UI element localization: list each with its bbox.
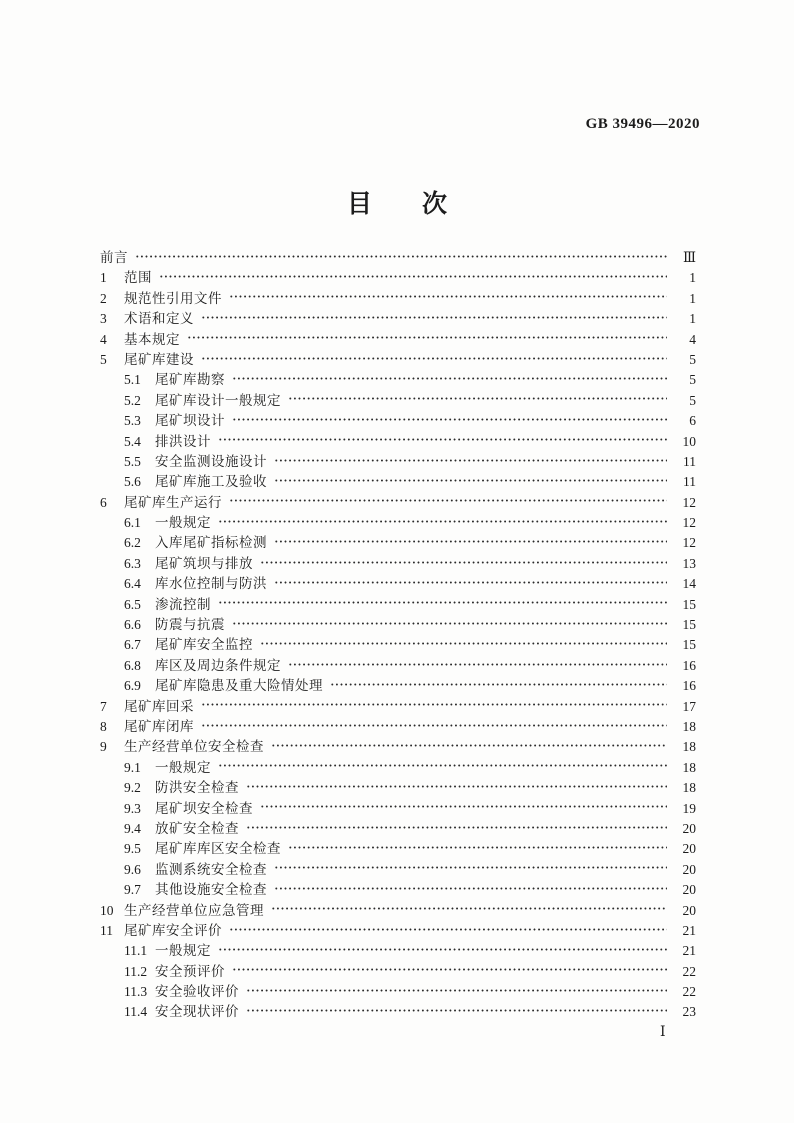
toc-entry-title: 生产经营单位安全检查 [124,739,264,755]
toc-entry [100,287,696,307]
toc-entry-title: 防震与抗震 [155,617,225,633]
toc-entry [100,858,696,878]
toc-entry-number: 6 [100,494,107,510]
dot-leader [232,963,667,976]
dot-leader [218,759,667,772]
toc-entry-page: 20 [682,820,696,836]
toc-entry-title: 尾矿库闭库 [124,718,194,734]
toc-entry [100,368,696,388]
toc-entry-number: 2 [100,290,107,306]
toc-entry-number: 5.6 [124,474,141,490]
dot-leader [229,923,667,936]
toc-entry-title: 尾矿库安全评价 [124,922,222,938]
toc-entry-title: 尾矿坝安全检查 [155,800,253,816]
toc-entry-number: 9.5 [124,841,141,857]
toc-entry-title: 术语和定义 [124,311,194,327]
toc-entry-page: 20 [682,861,696,877]
toc-entry-number: 6.2 [124,535,141,551]
toc-entry-title: 范围 [124,270,152,286]
toc-entry-page: 11 [683,453,696,469]
toc-entry [100,348,696,368]
toc-entry-page: 10 [682,433,696,449]
dot-leader [135,250,667,263]
toc-entry [100,266,696,286]
toc-entry [100,633,696,653]
page-title: 目 次 [346,191,447,218]
toc-entry [100,817,696,837]
toc-entry-title: 安全预评价 [155,963,225,979]
toc-entry [100,246,696,266]
toc-entry [100,695,696,715]
toc-entry-number: 3 [100,311,107,327]
dot-leader [201,311,667,324]
toc-entry-number: 6.5 [124,596,141,612]
toc-entry-page: 1 [689,311,696,327]
toc-entry-title: 尾矿库隐患及重大险情处理 [155,678,323,694]
dot-leader [274,882,667,895]
toc-entry-title: 一般规定 [155,943,211,959]
toc-entry-page: 1 [689,290,696,306]
dot-leader [246,984,667,997]
dot-leader [274,474,667,487]
toc-entry-page: 19 [682,800,696,816]
toc-entry-number: 5.5 [124,453,141,469]
toc-entry [100,491,696,511]
toc-entry-number: 9.3 [124,800,141,816]
toc-entry-title: 安全监测设施设计 [155,453,267,469]
dot-leader [232,372,667,385]
toc-entry-number: 5.4 [124,433,141,449]
toc-entry-title: 尾矿坝设计 [155,413,225,429]
toc-entry-title: 入库尾矿指标检测 [155,535,267,551]
toc-entry-page: 15 [682,617,696,633]
toc-entry [100,899,696,919]
toc-entry-number: 5.2 [124,392,141,408]
toc-entry-title: 规范性引用文件 [124,290,222,306]
dot-leader [260,556,667,569]
dot-leader [229,290,667,303]
toc-entry-page: 20 [682,902,696,918]
toc-entry-title: 安全现状评价 [155,1004,239,1020]
toc-entry-page: 18 [682,759,696,775]
toc-entry-page: 20 [682,841,696,857]
toc-entry-page: 5 [689,351,696,367]
toc-entry [100,960,696,980]
toc-entry-title: 尾矿库设计一般规定 [155,392,281,408]
dot-leader [274,576,667,589]
toc-entry-title: 尾矿库建设 [124,351,194,367]
toc-entry-page: 18 [682,718,696,734]
dot-leader [271,902,667,915]
toc-entry [100,776,696,796]
toc-entry-page: 15 [682,637,696,653]
toc-entry-number: 5.3 [124,413,141,429]
toc-entry-title: 一般规定 [155,515,211,531]
toc-entry-number: 11.3 [124,984,148,1000]
dot-leader [246,1004,667,1017]
toc-entry-page: 16 [682,657,696,673]
dot-leader [260,800,667,813]
dot-leader [232,413,667,426]
toc-entry [100,613,696,633]
toc-entry-title: 生产经营单位应急管理 [124,902,264,918]
dot-leader [201,698,667,711]
toc-entry [100,1000,696,1020]
toc-entry [100,328,696,348]
toc-entry-number: 6.3 [124,555,141,571]
toc-entry-number: 6.8 [124,657,141,673]
toc-entry-number: 9.2 [124,780,141,796]
toc-entry [100,552,696,572]
toc-entry-title: 安全验收评价 [155,984,239,1000]
dot-leader [246,821,667,834]
toc-entry-page: 14 [682,576,696,592]
toc-entry-number: 1 [100,270,107,286]
toc-entry [100,430,696,450]
toc-entry-number: 9.6 [124,861,141,877]
toc-entry-number: 4 [100,331,107,347]
toc-entry [100,756,696,776]
toc-entry-number: 11 [100,922,113,938]
toc-entry-page: 17 [682,698,696,714]
dot-leader [288,392,667,405]
toc-entry-page: Ⅲ [682,250,696,265]
dot-leader [274,535,667,548]
toc-entry-number: 6.1 [124,515,141,531]
toc-entry [100,654,696,674]
toc-entry-title: 尾矿筑坝与排放 [155,555,253,571]
toc-entry-number: 11.1 [124,943,148,959]
dot-leader [274,861,667,874]
toc-entry-title: 其他设施安全检查 [155,882,267,898]
toc-entry-page: 11 [683,474,696,490]
toc-entry-number: 7 [100,698,107,714]
toc-entry-page: 5 [689,392,696,408]
toc-entry [100,878,696,898]
dot-leader [218,596,667,609]
dot-leader [229,494,667,507]
toc-entry-title: 尾矿库施工及验收 [155,474,267,490]
dot-leader [246,780,667,793]
standard-number: GB 39496—2020 [585,116,700,132]
toc-entry-page: 22 [682,963,696,979]
toc-entry [100,450,696,470]
toc-entry-title: 库水位控制与防洪 [155,576,267,592]
toc-entry-number: 11.2 [124,963,148,979]
toc-entry [100,715,696,735]
folio-page-number: Ⅰ [660,1025,666,1040]
toc-entry-page: 16 [682,678,696,694]
toc-entry-page: 21 [682,943,696,959]
toc-entry-page: 18 [682,780,696,796]
dot-leader [288,841,667,854]
dot-leader [218,433,667,446]
toc-entry-title: 基本规定 [124,331,180,347]
toc-entry-title: 排洪设计 [155,433,211,449]
toc-entry-number: 9.7 [124,882,141,898]
toc-entry-title: 放矿安全检查 [155,820,239,836]
toc-entry [100,797,696,817]
dot-leader [271,739,667,752]
toc-entry [100,511,696,531]
toc-entry [100,919,696,939]
toc-entry [100,307,696,327]
toc-entry [100,674,696,694]
toc-entry-number: 10 [100,902,114,918]
toc-entry [100,470,696,490]
dot-leader [187,331,667,344]
toc-entry-title: 尾矿库回采 [124,698,194,714]
toc-entry-page: 6 [689,413,696,429]
toc-entry-title: 尾矿库安全监控 [155,637,253,653]
toc-entry [100,409,696,429]
toc-entry [100,531,696,551]
toc-entry-title: 监测系统安全检查 [155,861,267,877]
toc-entry [100,389,696,409]
toc-entry-page: 5 [689,372,696,388]
dot-leader [218,943,667,956]
toc-entry-number: 6.4 [124,576,141,592]
toc-entry-number: 9 [100,739,107,755]
toc-entry-title: 库区及周边条件规定 [155,657,281,673]
toc-entry [100,837,696,857]
toc-entry-title: 防洪安全检查 [155,780,239,796]
toc-entry-page: 22 [682,984,696,1000]
toc-entry-title: 前言 [100,250,128,265]
toc-entry-title: 一般规定 [155,759,211,775]
toc-entry-page: 18 [682,739,696,755]
dot-leader [201,719,667,732]
toc-entry-title: 尾矿库勘察 [155,372,225,388]
toc-entry-page: 12 [682,535,696,551]
toc-entry-title: 尾矿库生产运行 [124,494,222,510]
toc-entry-page: 23 [682,1004,696,1020]
dot-leader [232,617,667,630]
toc-entry-number: 8 [100,718,107,734]
toc-entry-page: 12 [682,494,696,510]
toc-entry-page: 4 [689,331,696,347]
toc-entry-number: 9.4 [124,820,141,836]
toc-list [100,246,696,1021]
dot-leader [330,678,667,691]
toc-entry-number: 5.1 [124,372,141,388]
toc-entry [100,593,696,613]
toc-entry [100,939,696,959]
toc-entry-number: 6.7 [124,637,141,653]
toc-entry-number: 11.4 [124,1004,148,1020]
toc-entry [100,735,696,755]
dot-leader [260,637,667,650]
toc-entry [100,980,696,1000]
toc-entry-page: 15 [682,596,696,612]
toc-entry-page: 13 [682,555,696,571]
toc-entry-page: 1 [689,270,696,286]
toc-entry-title: 尾矿库库区安全检查 [155,841,281,857]
toc-entry [100,572,696,592]
toc-entry-number: 5 [100,351,107,367]
toc-entry-number: 6.9 [124,678,141,694]
toc-entry-number: 6.6 [124,617,141,633]
toc-entry-title: 渗流控制 [155,596,211,612]
toc-entry-page: 21 [682,922,696,938]
dot-leader [201,352,667,365]
toc-entry-number: 9.1 [124,759,141,775]
dot-leader [274,454,667,467]
toc-entry-page: 20 [682,882,696,898]
dot-leader [218,515,667,528]
dot-leader [159,270,667,283]
toc-entry-page: 12 [682,515,696,531]
dot-leader [288,658,667,671]
